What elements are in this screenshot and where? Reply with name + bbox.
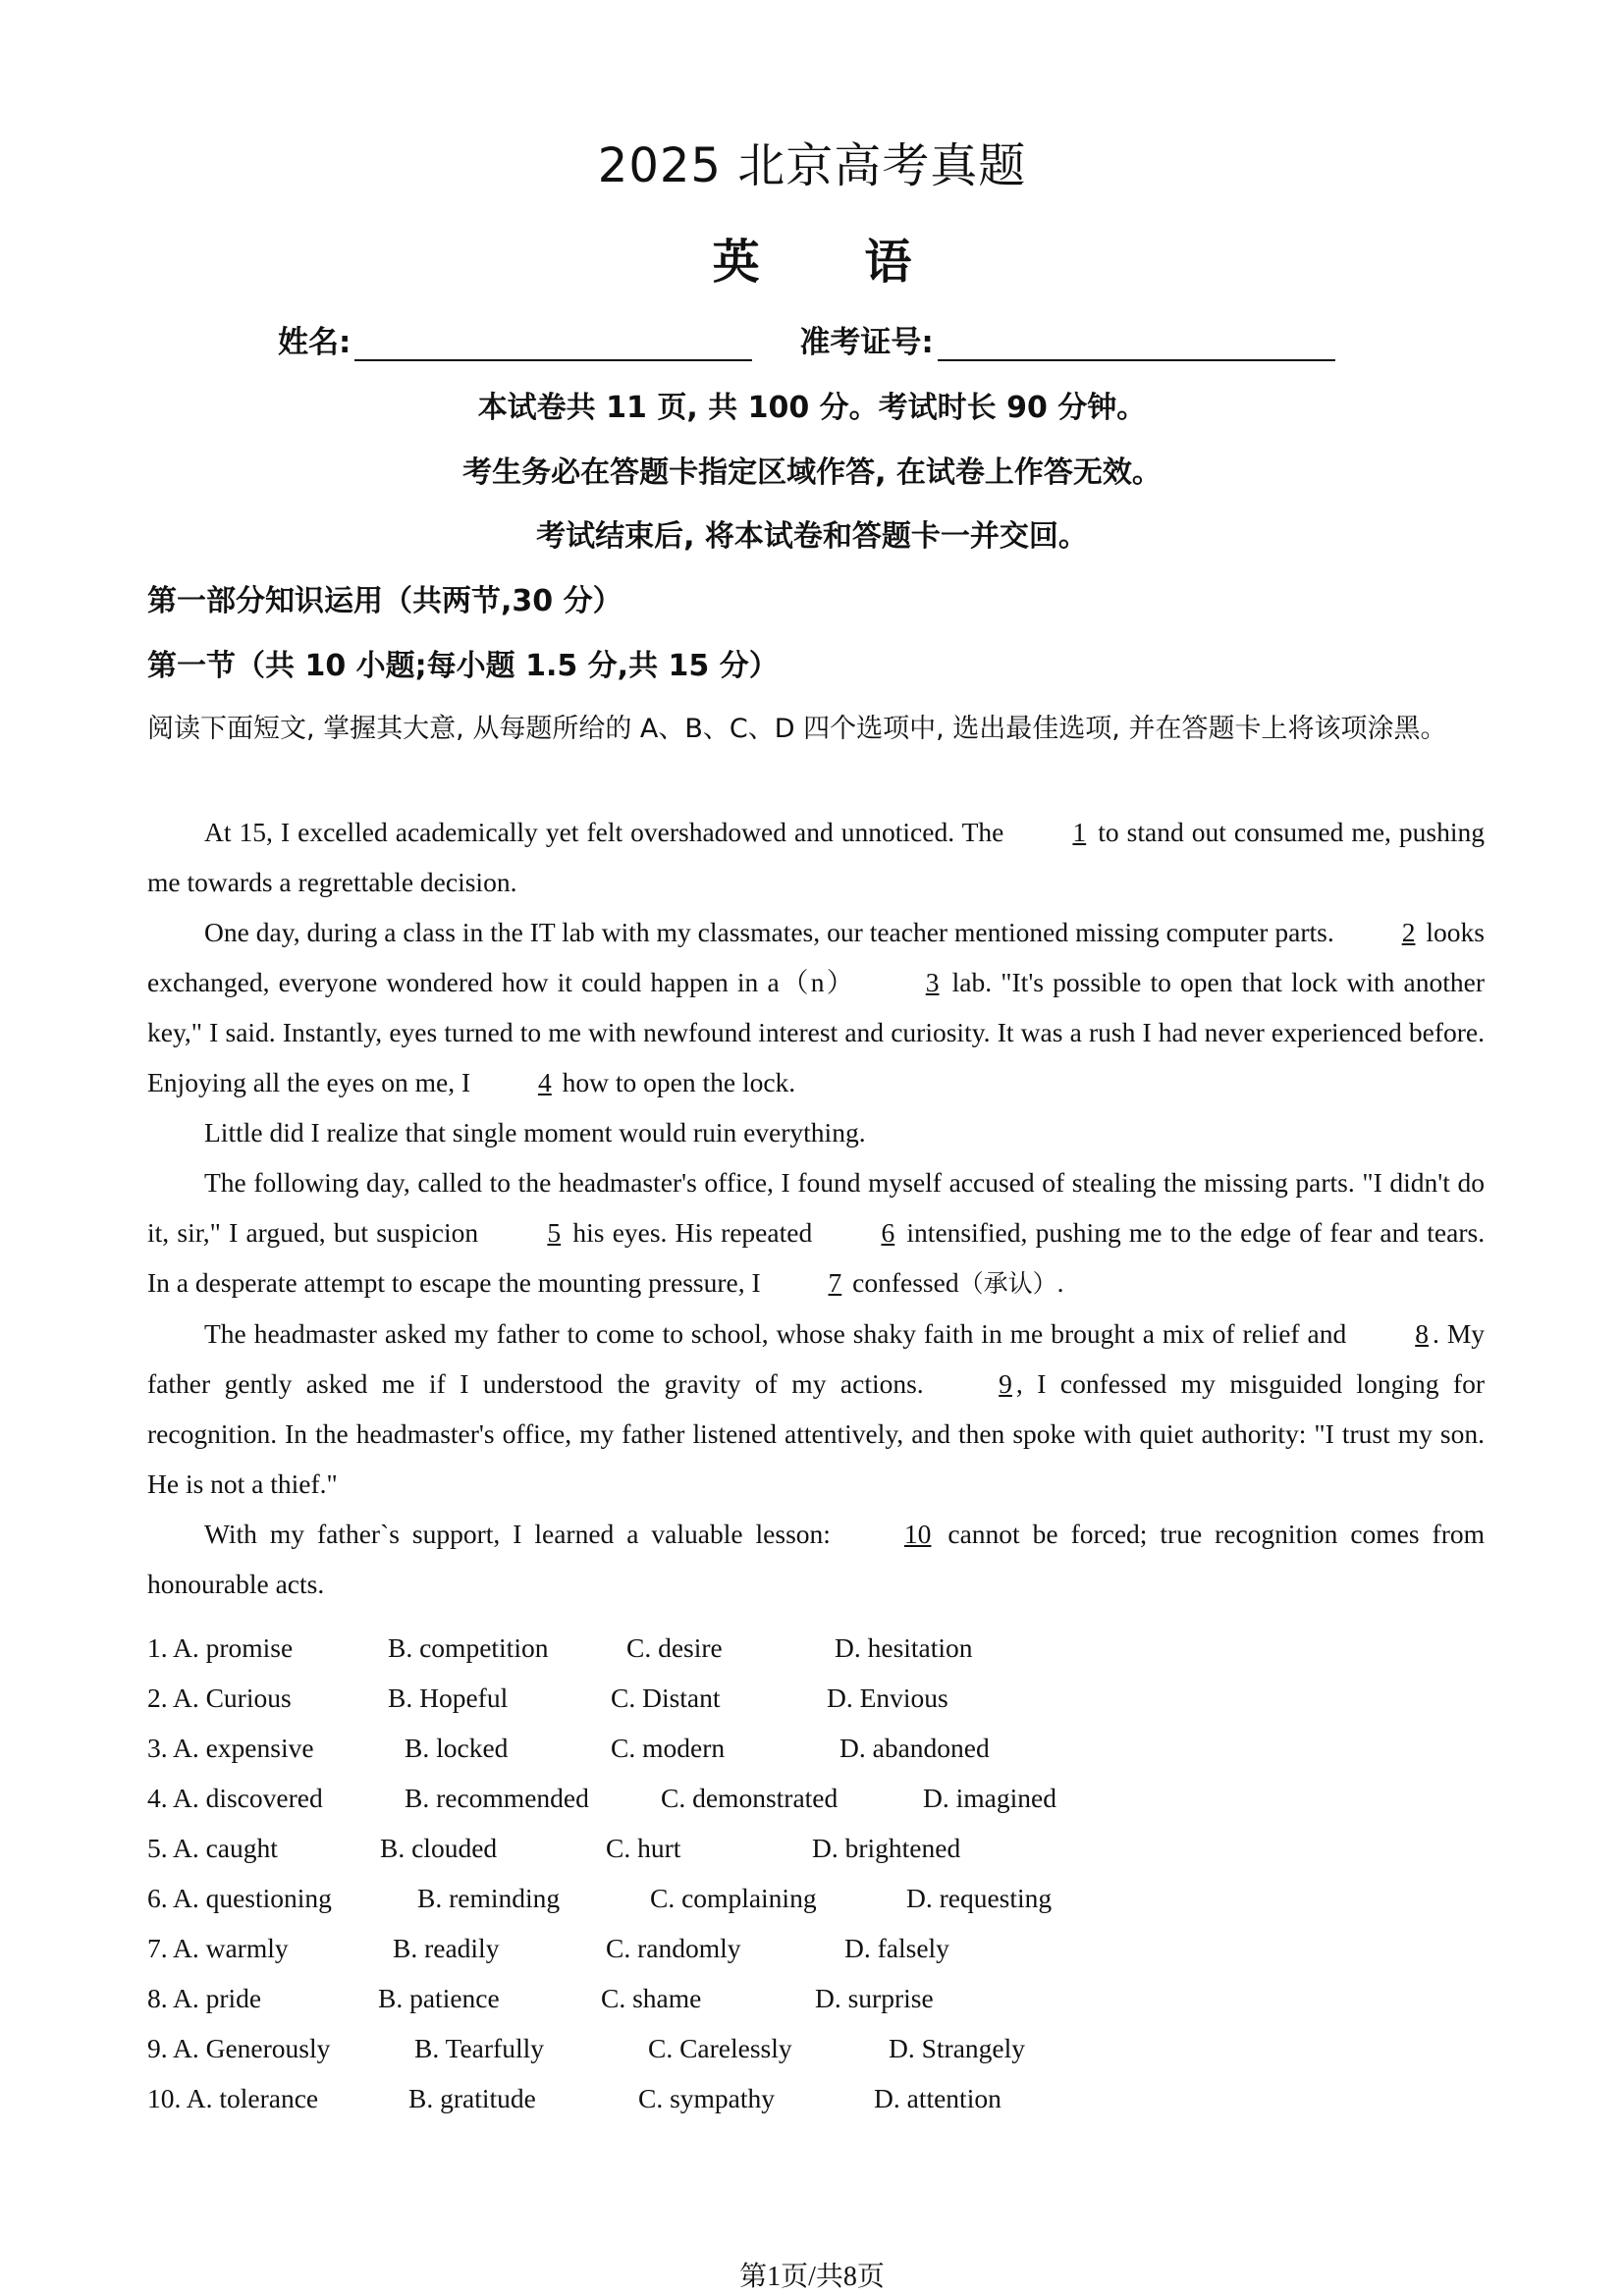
name-blank xyxy=(354,328,752,361)
exam-note-1: 本试卷共 11 页, 共 100 分。考试时长 90 分钟。 xyxy=(477,391,1147,425)
candidate-info xyxy=(278,317,1335,361)
part-heading: 第一部分知识运用（共两节,30 分） xyxy=(147,584,623,618)
subject-title: 英 语 xyxy=(712,235,912,290)
blank-10: 10 xyxy=(903,1519,932,1549)
paragraph-5: The headmaster asked my father to come to school, whose shaky faith in me brought a mix of relief and 8 . My father gently asked me if I understood the gravity of my actions. 9 , I confessed my misguided longing for recognition. In the headmaster's office, my father listened attentively, and then spoke with quiet authority: "I trust my son. He is not a thief." xyxy=(147,1308,1485,1509)
exam-title: 2025 北京高考真题 xyxy=(597,138,1027,193)
page-number: 第1页/共8页 xyxy=(739,2262,885,2292)
blank-3: 3 xyxy=(925,967,940,997)
exam-note-3: 考试结束后, 将本试卷和答题卡一并交回。 xyxy=(536,519,1088,554)
blank-7: 7 xyxy=(828,1267,842,1298)
cloze-passage xyxy=(147,807,1485,1609)
blank-1: 1 xyxy=(1072,817,1087,847)
blank-8: 8 xyxy=(1415,1318,1429,1349)
blank-9: 9 xyxy=(999,1368,1012,1399)
paragraph-6: With my father`s support, I learned a valuable lesson: 10 cannot be forced; true recognition comes from honourable acts. xyxy=(147,1509,1485,1609)
exam-id-label: 准考证号: xyxy=(799,325,934,360)
blank-2: 2 xyxy=(1401,917,1416,947)
paragraph-4: The following day, called to the headmaster's office, I found myself accused of stealing the missing parts. "I didn't do it, sir," I argued, but suspicion 5 his eyes. His repeated 6 intensified, pushing me to the edge of fear and tears. In a desperate attempt to escape the mounting pressure, I 7 confessed（承认）. xyxy=(147,1157,1485,1308)
blank-4: 4 xyxy=(538,1067,552,1097)
paragraph-2: One day, during a class in the IT lab with my classmates, our teacher mentioned missing computer parts. 2 looks exchanged, everyone wondered how it could happen in a（n） 3 lab. "It's possible to open that lock with another key," I said. Instantly, eyes turned to me with newfound interest and curiosity. It was a rush I had never experienced before. Enjoying all the eyes on me, I 4 how to open the lock. xyxy=(147,907,1485,1107)
instruction: 阅读下面短文, 掌握其大意, 从每题所给的 A、B、C、D 四个选项中, 选出最佳选项, 并在答题卡上将该项涂黑。 xyxy=(147,714,1447,744)
blank-5: 5 xyxy=(547,1217,562,1248)
blank-6: 6 xyxy=(881,1217,895,1248)
exam-note-2: 考生务必在答题卡指定区域作答, 在试卷上作答无效。 xyxy=(462,455,1162,490)
paragraph-3: Little did I realize that single moment would ruin everything. xyxy=(204,1117,866,1148)
exam-page: 2025 北京高考真题 英 语 姓名: 准考证号: 本试卷共 11 页, 共 100 分。考试时长 90 分钟。 考生务必在答题卡指定区域作答, 在试卷上作答无效。 考试结束后, 将本试卷和答题卡一并交回。 第一部分知识运用（共两节,30 分） 第一节（共 10 小题;每小题 1.5 分,共 15 分） 阅读下面短文, 掌握其大意, 从每题所给的 A、B、C、D 四个选项中, 选出最佳选项, 并在答题卡上将该项涂黑。 At 15, I excelled academically yet felt overshadowed and unnoticed. The 1 to stand out consumed me, pushing me towards a regrettable decision. One day, during a class in the IT lab with my classmates, our teacher mentioned missing computer parts. 2 looks exchanged, everyone wondered how it could happen in a（n） 3 lab. "It's possible to open that lock with another key," I said. Instantly, eyes turned to me with newfound interest and curiosity. It was a rush I had never experienced before. Enjoying all the eyes on me, I 4 how to open the lock. Little did I realize that single moment would ruin everything. The following day, called to the headmaster's office, I found myself accused of stealing the missing parts. "I didn't do it, sir," I argued, but suspicion 5 his eyes. His repeated 6 intensified, pushing me to the edge of fear and tears. In a desperate attempt to escape the mounting pressure, I 7 confessed（承认）. The headmaster asked my father to come to school, whose shaky faith in me brought a mix of relief and 8 . My father gently asked me if I understood the gravity of my actions. 9 , I confessed my misguided longing for recognition. In the headmaster's office, my father listened attentively, and then spoke with quiet authority: "I trust my son. He is not a thief." With my father`s support, I learned a valuable lesson: 10 cannot be forced; true recognition comes from honourable acts. 1. A. promise B. competition C. desire D. hesitation 2. A. Curious B. Hopeful C. Distant D. Envious 3. A. expensive B. locked C. modern D. abandoned 4. A. discovered B. recommended C. demonstrated D. imagined 5. A. caught B. clouded C. hurt D. brightened 6. A. questioning B. reminding C. complaining D. requesting 7. A. warmly B. readily C. randomly D. falsely 8. A. pride B. patience C. shame D. surprise 9. A. Generously B. Tearfully C. Carelessly D. Strangely 10. A. tolerance B. gratitude C. sympathy D. attention 第1页/共8页 xyxy=(0,0,1624,2296)
paragraph-1: At 15, I excelled academically yet felt overshadowed and unnoticed. The 1 to stand out consumed me, pushing me towards a regrettable decision. xyxy=(147,807,1485,907)
name-label: 姓名: xyxy=(278,325,352,360)
section-heading: 第一节（共 10 小题;每小题 1.5 分,共 15 分） xyxy=(147,649,779,683)
exam-id-blank xyxy=(938,328,1335,361)
